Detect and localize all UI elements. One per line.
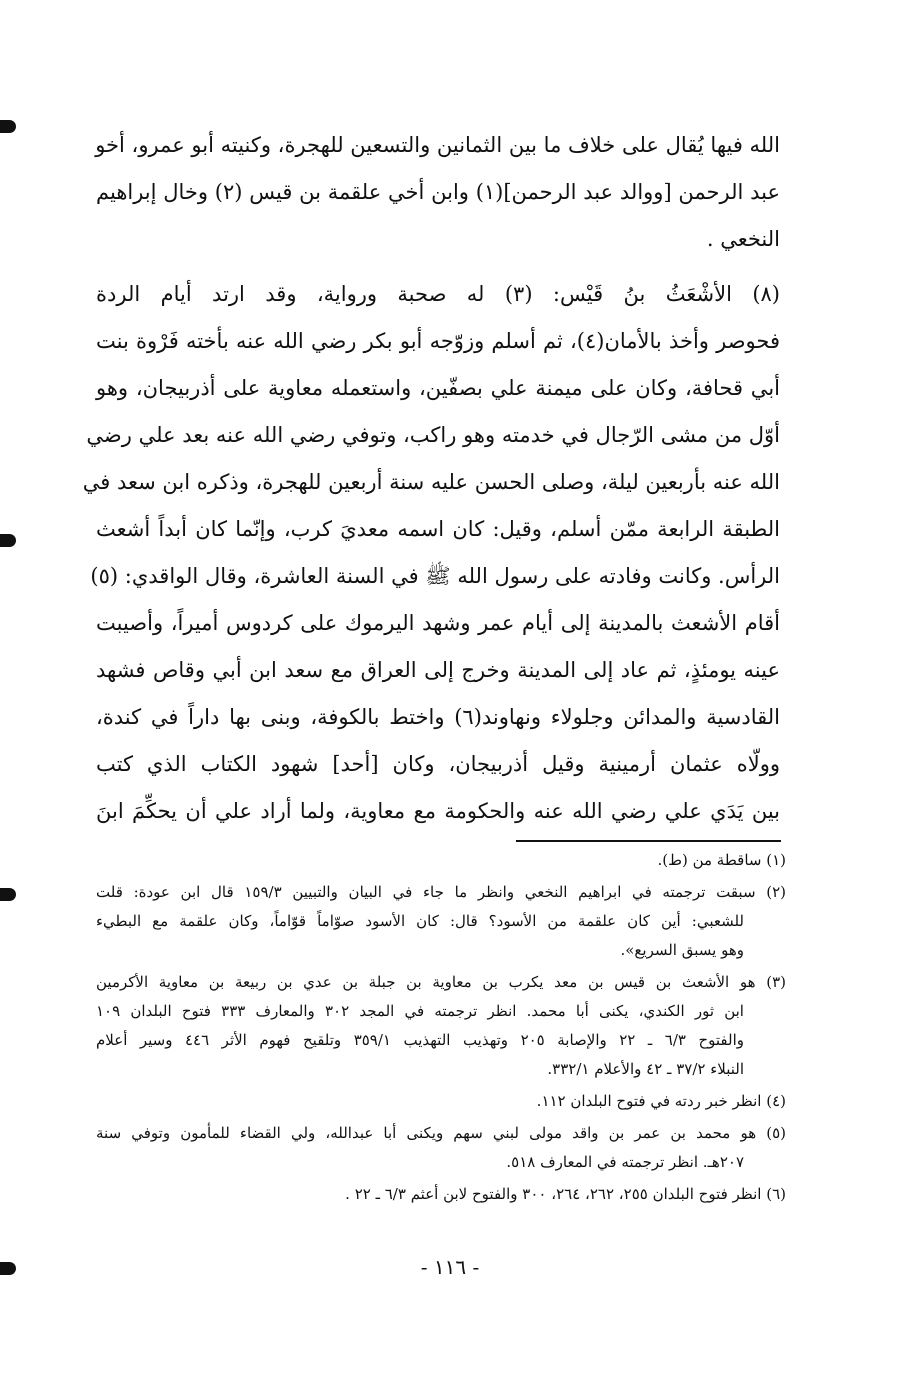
- page-number: - ١١٦ -: [420, 1255, 480, 1279]
- footnote-6: [96, 1180, 786, 1209]
- footnote-separator: [516, 840, 781, 842]
- text-line: الطبقة الرابعة ممّن أسلم، وقيل: كان اسمه معديَ كرب، وإنّما كان أبداً أشعث: [96, 517, 780, 541]
- footnote-1: [96, 846, 786, 875]
- footnote-line: (٦) انظر فتوح البلدان ٢٥٥، ٢٦٢، ٢٦٤، ٣٠٠ والفتوح لابن أعثم ٦/٣ ـ ٢٢ .: [345, 1185, 786, 1203]
- margin-mark: [0, 534, 16, 547]
- text-line: أوّل من مشى الرّجال في خدمته وهو راكب، وتوفي رضي الله عنه بعد علي رضي: [86, 423, 780, 447]
- footnote-line: والفتوح ٦/٣ ـ ٢٢ والإصابة ٢٠٥ وتهذيب التهذيب ٣٥٩/١ وتلقيح فهوم الأثر ٤٤٦ وسير أعلام: [96, 1031, 745, 1049]
- paragraph-2: [82, 271, 780, 835]
- footnote-5: [96, 1119, 786, 1177]
- footnote-line: وهو يسبق السريع».: [620, 941, 744, 959]
- text-line: أبي قحافة، وكان على ميمنة علي بصفّين، واستعمله معاوية على أذربيجان، وهو: [96, 376, 780, 400]
- margin-mark: [0, 1262, 16, 1275]
- text-line: عينه يومئذٍ، ثم عاد إلى المدينة وخرج إلى العراق مع سعد ابن أبي وقاص فشهد: [96, 658, 780, 682]
- text-line: الرأس. وكانت وفادته على رسول الله ﷺ في السنة العاشرة، وقال الواقدي: (٥): [90, 564, 780, 588]
- footnote-line: ابن ثور الكندي، يكنى أبا محمد. انظر ترجمته في المجد ٣٠٢ والمعارف ٣٣٣ فتوح البلدان ١٠٩: [96, 1002, 744, 1020]
- text-line: بين يَدَي علي رضي الله عنه والحكومة مع معاوية، ولما أراد علي أن يحكِّمَ ابنَ: [96, 799, 780, 823]
- footnote-line: (٣) هو الأشعث بن قيس بن معد يكرب بن معاوية بن جبلة بن عدي بن ربيعة بن معاوية الأكرمين: [96, 973, 786, 991]
- footnote-line: (٥) هو محمد بن عمر بن واقد مولى لبني سهم ويكنى أبا عبدالله، ولي القضاء للمأمون وتوفي سنة: [96, 1124, 786, 1142]
- footnote-4: [96, 1087, 786, 1116]
- footnote-line: ٢٠٧هـ. انظر ترجمته في المعارف ٥١٨.: [506, 1153, 744, 1171]
- entry-heading-line: (٨) الأشْعَثُ بنُ قَيْس: (٣) له صحبة ورواية، وقد ارتد أيام الردة: [96, 282, 780, 306]
- text-line: أقام الأشعث بالمدينة إلى أيام عمر وشهد اليرموك على كردوس أميراً، وأصيبت: [96, 611, 780, 635]
- text-line: النخعي .: [706, 227, 780, 251]
- footnote-line: للشعبي: أين كان علقمة من الأسود؟ قال: كان الأسود صوّاماً قوّاماً، وكان علقمة مع البطيء: [96, 912, 744, 930]
- footnote-line: (١) ساقطة من (ط).: [657, 851, 786, 869]
- paragraph-1: [96, 122, 780, 263]
- text-line: الله عنه بأربعين ليلة، وصلى الحسن عليه سنة أربعين للهجرة، وذكره ابن سعد في: [82, 470, 780, 494]
- text-line: وولّاه عثمان أرمينية وقيل أذربيجان، وكان [أحد] شهود الكتاب الذي كتب: [96, 752, 780, 776]
- margin-mark: [0, 120, 16, 133]
- text-line: القادسية والمدائن وجلولاء ونهاوند(٦) واختط بالكوفة، وبنى بها داراً في كندة،: [96, 705, 780, 729]
- footnote-line: النبلاء ٣٧/٢ ـ ٤٢ والأعلام ٣٣٢/١.: [547, 1060, 744, 1078]
- margin-mark: [0, 888, 16, 901]
- footnote-3: [96, 968, 786, 1084]
- footnote-2: [96, 878, 786, 965]
- text-line: الله فيها يُقال على خلاف ما بين الثمانين والتسعين للهجرة، وكنيته أبو عمرو، أخو: [95, 133, 780, 157]
- footnotes: [96, 846, 786, 1212]
- footnote-line: (٢) سبقت ترجمته في ابراهيم النخعي وانظر ما جاء في البيان والتبيين ١٥٩/٣ قال ابن عودة: قلت: [96, 883, 786, 901]
- footnote-line: (٤) انظر خبر ردته في فتوح البلدان ١١٢.: [536, 1092, 786, 1110]
- text-line: عبد الرحمن [ووالد عبد الرحمن](١) وابن أخي علقمة بن قيس (٢) وخال إبراهيم: [96, 180, 780, 204]
- main-text: [82, 122, 780, 835]
- text-line: فحوصر وأخذ بالأمان(٤)، ثم أسلم وزوّجه أبو بكر رضي الله عنه بأخته فَرْوة بنت: [96, 329, 780, 353]
